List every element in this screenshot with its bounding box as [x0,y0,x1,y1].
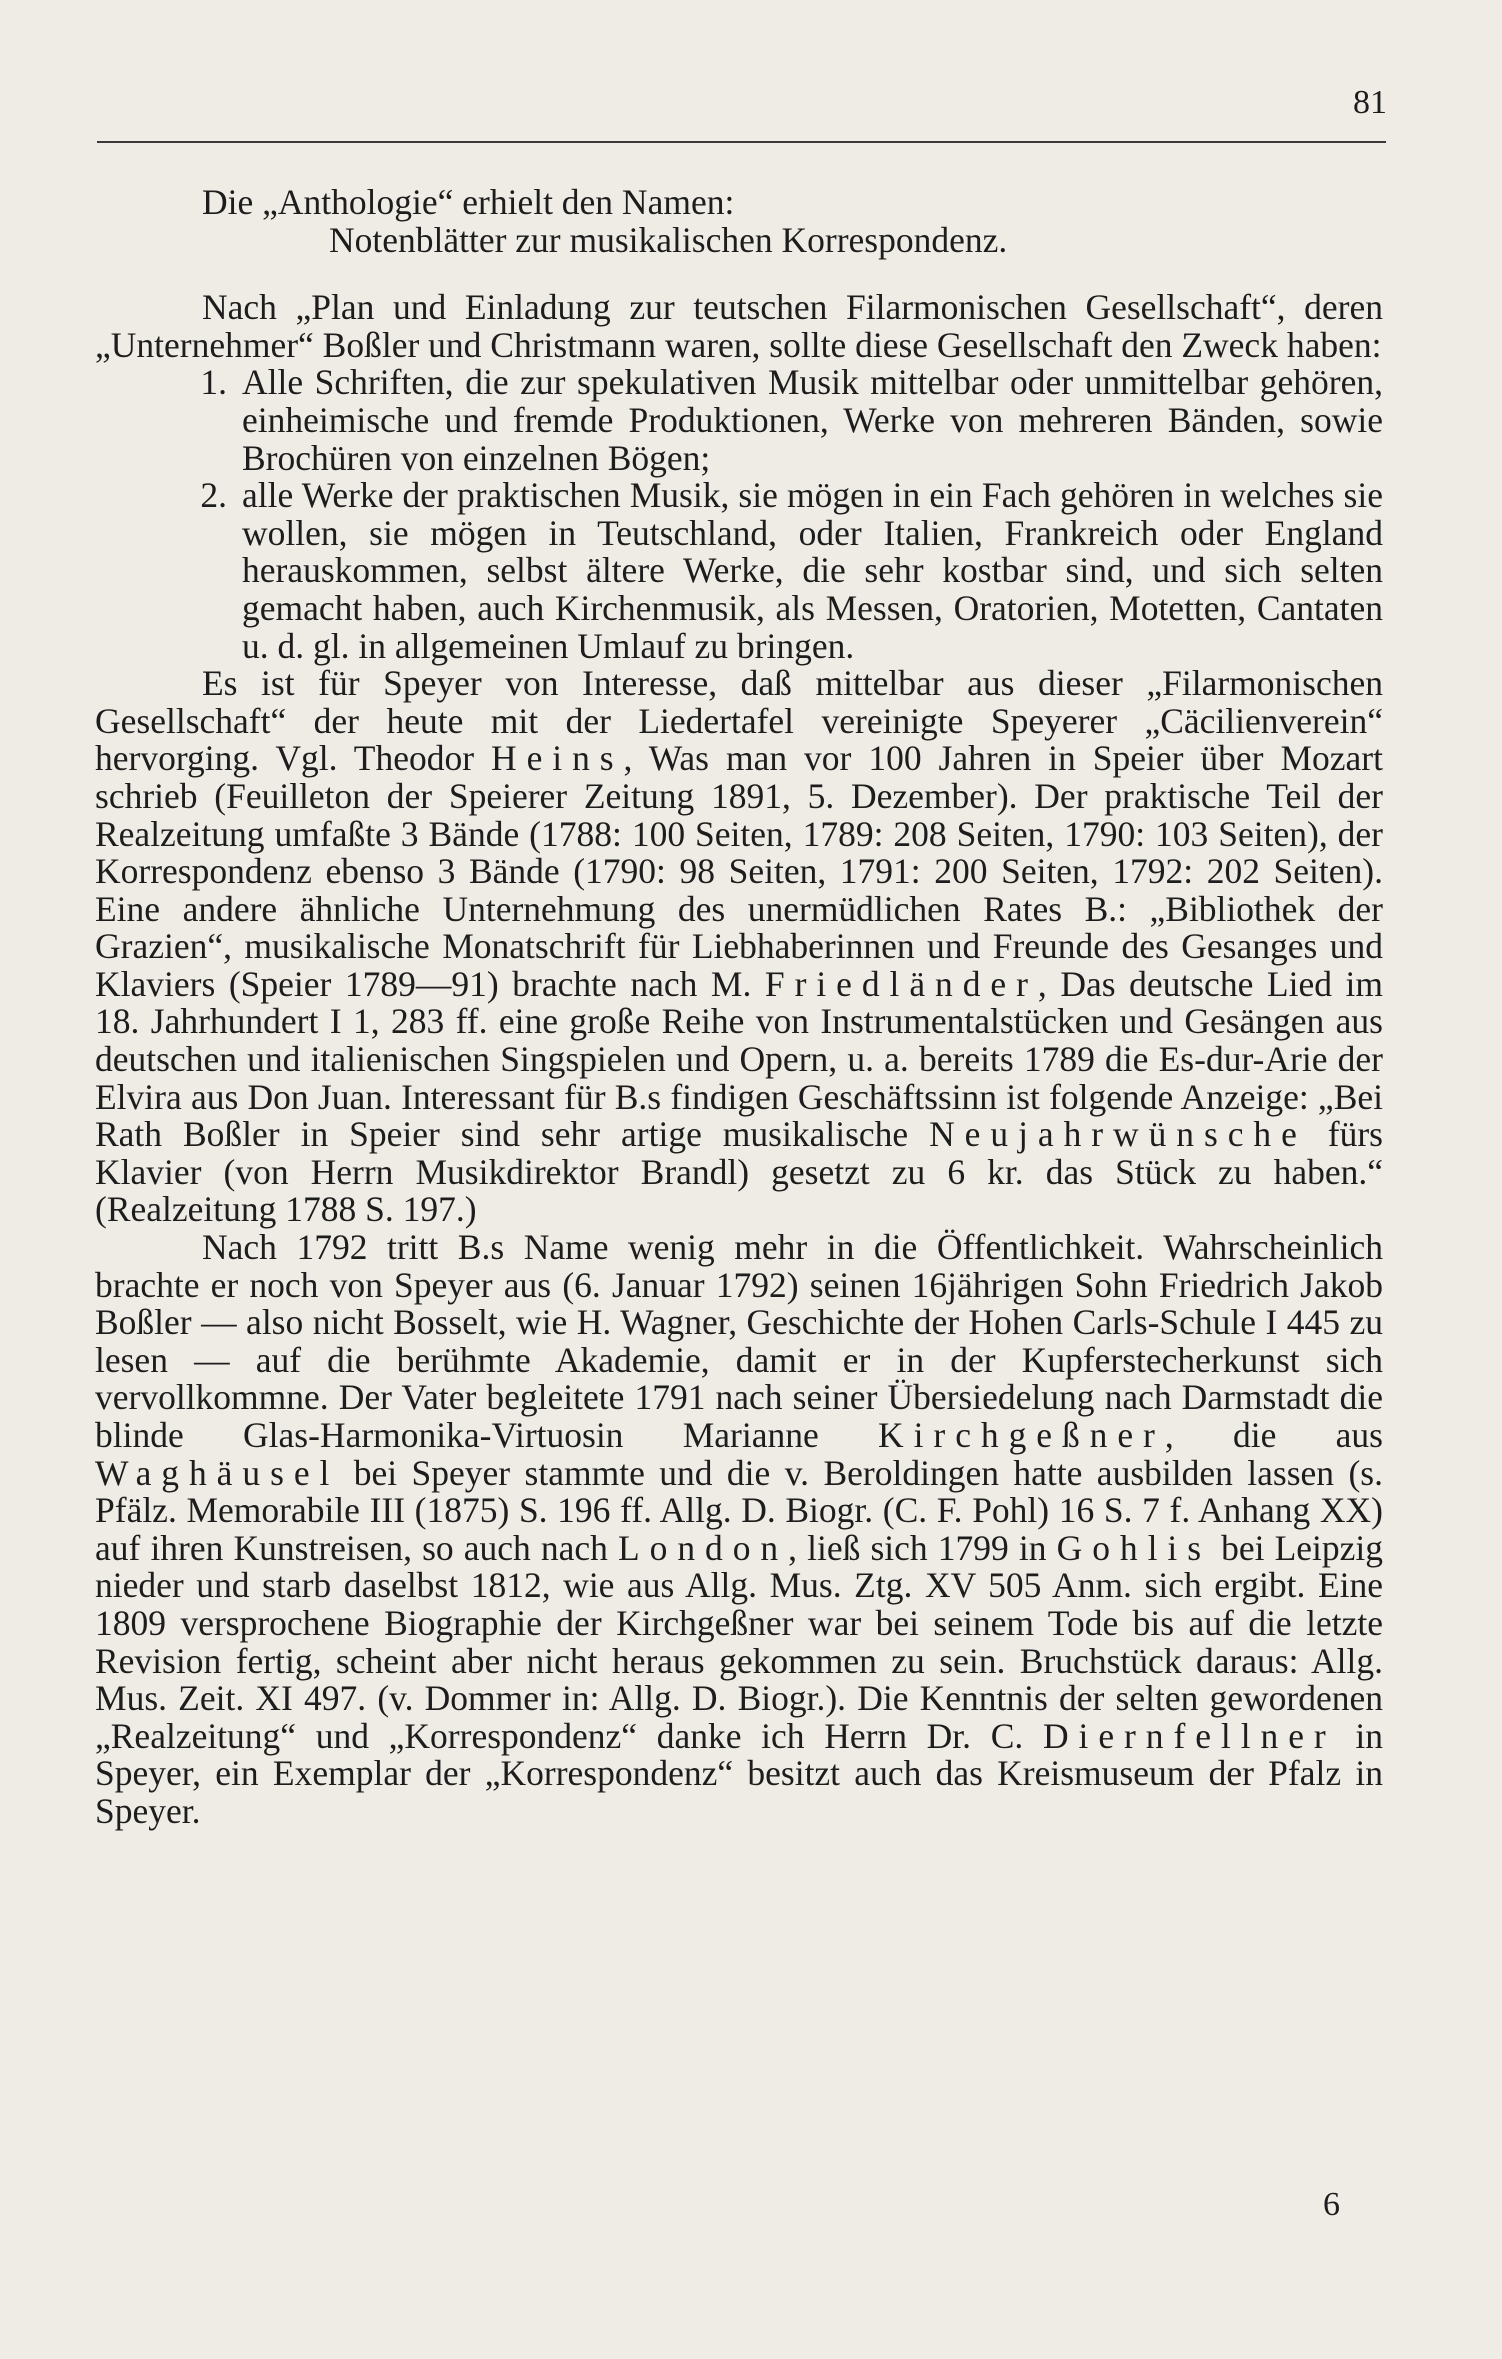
list-number: 2. [200,475,227,516]
text-run: , Was man vor 100 Jahren in Speier über Mozart schrieb (Feuilleton der Speierer Zeitung 1891, 5. Dezember). Der praktische Teil der Realzeitung umfaßte 3 Bände (1788: 100 Seiten, 1789: 208 Seiten, 1790: 103 Seiten), der Korrespondenz ebenso 3 Bände (1790: 98 Seiten, 1791: 200 Seiten, 1792: 202 Seiten). Eine andere ähnliche Unternehmung des unermüdlichen Rates B.: „Bibliothek der Grazien“, musikalische Monatschrift für Liebhaberinnen und Freunde des Gesanges und Klaviers (Speier 1789—91) brachte nach M. [95,738,1383,1004]
text-run: in Speyer, ein Exemplar der „Korrespondenz“ besitzt auch das Kreismuseum der Pfalz in Speyer. [95,1715,1383,1831]
list-number: 1. [200,362,227,403]
title-line-1: Die „Anthologie“ erhielt den Namen: [202,182,735,222]
list-text: alle Werke der praktischen Musik, sie mögen in ein Fach gehören in welches sie wollen, sie mögen in Teutschland, oder Italien, Frankreich oder England herauskommen, selbst ältere Werke, die sehr kostbar sind, und sich selten gemacht haben, auch Kirchenmusik, als Messen, Oratorien, Motetten, Cantaten u. d. gl. in allgemeinen Umlauf zu bringen. [242,475,1383,666]
list-text: Alle Schriften, die zur spekulativen Musik mittelbar oder unmittelbar gehören, einheimische und fremde Produktionen, Werke von mehreren Bänden, sowie Brochüren von einzelnen Bögen; [242,362,1383,478]
list-item-2 [95,477,1383,665]
body-text [95,184,1383,1831]
spaced-name-kirchgessner: Kirchgeßner [878,1415,1165,1455]
signature-mark: 6 [1323,2186,1340,2223]
spaced-name-diernfellner: Diernfellner [1042,1715,1336,1756]
list-item-1 [95,364,1383,477]
spaced-name-friedlaender: Friedländer [764,963,1038,1004]
paragraph-filarmonische-gesellschaft [95,665,1383,1229]
text-run: , Das deutsche Lied im 18. Jahrhundert I 1, 283 ff. eine große Reihe von Instrumentalstücken und Gesängen aus deutschen und italienischen Singspielen und Opern, u. a. bereits 1789 die Es-dur-Arie der Elvira aus Don Juan. Interessant für B.s findigen Geschäftssinn ist folgende Anzeige: „Bei Rath Boßler in Speier sind sehr artige musikalische [95,963,1383,1155]
spaced-name-london: London [618,1527,789,1568]
text-run: bei Leipzig nieder und starb daselbst 1812, wie aus Allg. Mus. Ztg. XV 505 Anm. sich ergibt. Eine 1809 versprochene Biographie der Kirchgeßner war bei seinem Tode bis auf die letzte Revision fertig, scheint aber nicht heraus gekommen zu sein. Bruchstück daraus: Allg. Mus. Zeit. XI 497. (v. Dommer in: Allg. D. Biogr.). Die Kenntnis der selten gewordenen „Realzeitung“ und „Korrespondenz“ danke ich Herrn Dr. C. [95,1527,1384,1756]
text-run: bei Speyer stammte und die v. Beroldingen hatte ausbilden lassen (s. Pfälz. Memorabile III (1875) S. 196 ff. Allg. D. Biogr. (C. F. Pohl) 16 S. 7 f. Anhang XX) auf ihren Kunstreisen, so auch nach [95,1452,1383,1568]
intro-paragraph: Nach „Plan und Einladung zur teutschen Filarmonischen Gesellschaft“, deren „Unternehmer“ Boßler und Christmann waren, sollte diese Gesellschaft den Zweck haben: [95,287,1383,365]
title-line-2: Notenblätter zur musikalischen Korrespondenz. [329,219,1008,260]
text-run: , die aus [1164,1415,1383,1455]
text-run: Es ist für Speyer von Interesse, daß mittelbar aus dieser „Filarmonischen Gesellschaft“ der heute mit der Liedertafel vereinigte Speyerer „Cäcilienverein“ hervorging. Vgl. Theodor [95,663,1383,779]
paragraph-after-1792 [95,1229,1383,1831]
page-number: 81 [1353,84,1387,121]
header-rule [97,141,1386,143]
text-run: Nach 1792 tritt B.s Name wenig mehr in die Öffentlichkeit. Wahrscheinlich brachte er noch von Speyer aus (6. Januar 1792) seinen 16jährigen Sohn Friedrich Jakob Boßler — also nicht Bosselt, wie H. Wagner, Geschichte der Hohen Carls-Schule I 445 zu lesen — auf die berühmte Akademie, damit er in der Kupferstecherkunst sich vervollkommne. Der Vater begleitete 1791 nach seiner Übersiedelung nach Darmstadt die blinde Glas-Harmonika-Virtuosin Marianne [95,1227,1383,1455]
spaced-name-heins: Heins [491,738,624,779]
spaced-name-gohlis: Gohlis [1056,1527,1211,1568]
spaced-word-neujahrwuensche: Neujahrwünsche [929,1114,1307,1155]
text-run: fürs Klavier (von Herrn Musikdirektor Brandl) gesetzt zu 6 kr. das Stück zu haben.“ (Realzeitung 1788 S. 197.) [95,1114,1383,1230]
text-run: , ließ sich 1799 in [788,1527,1057,1568]
spaced-name-waghaeusel: Waghäusel [95,1452,340,1493]
